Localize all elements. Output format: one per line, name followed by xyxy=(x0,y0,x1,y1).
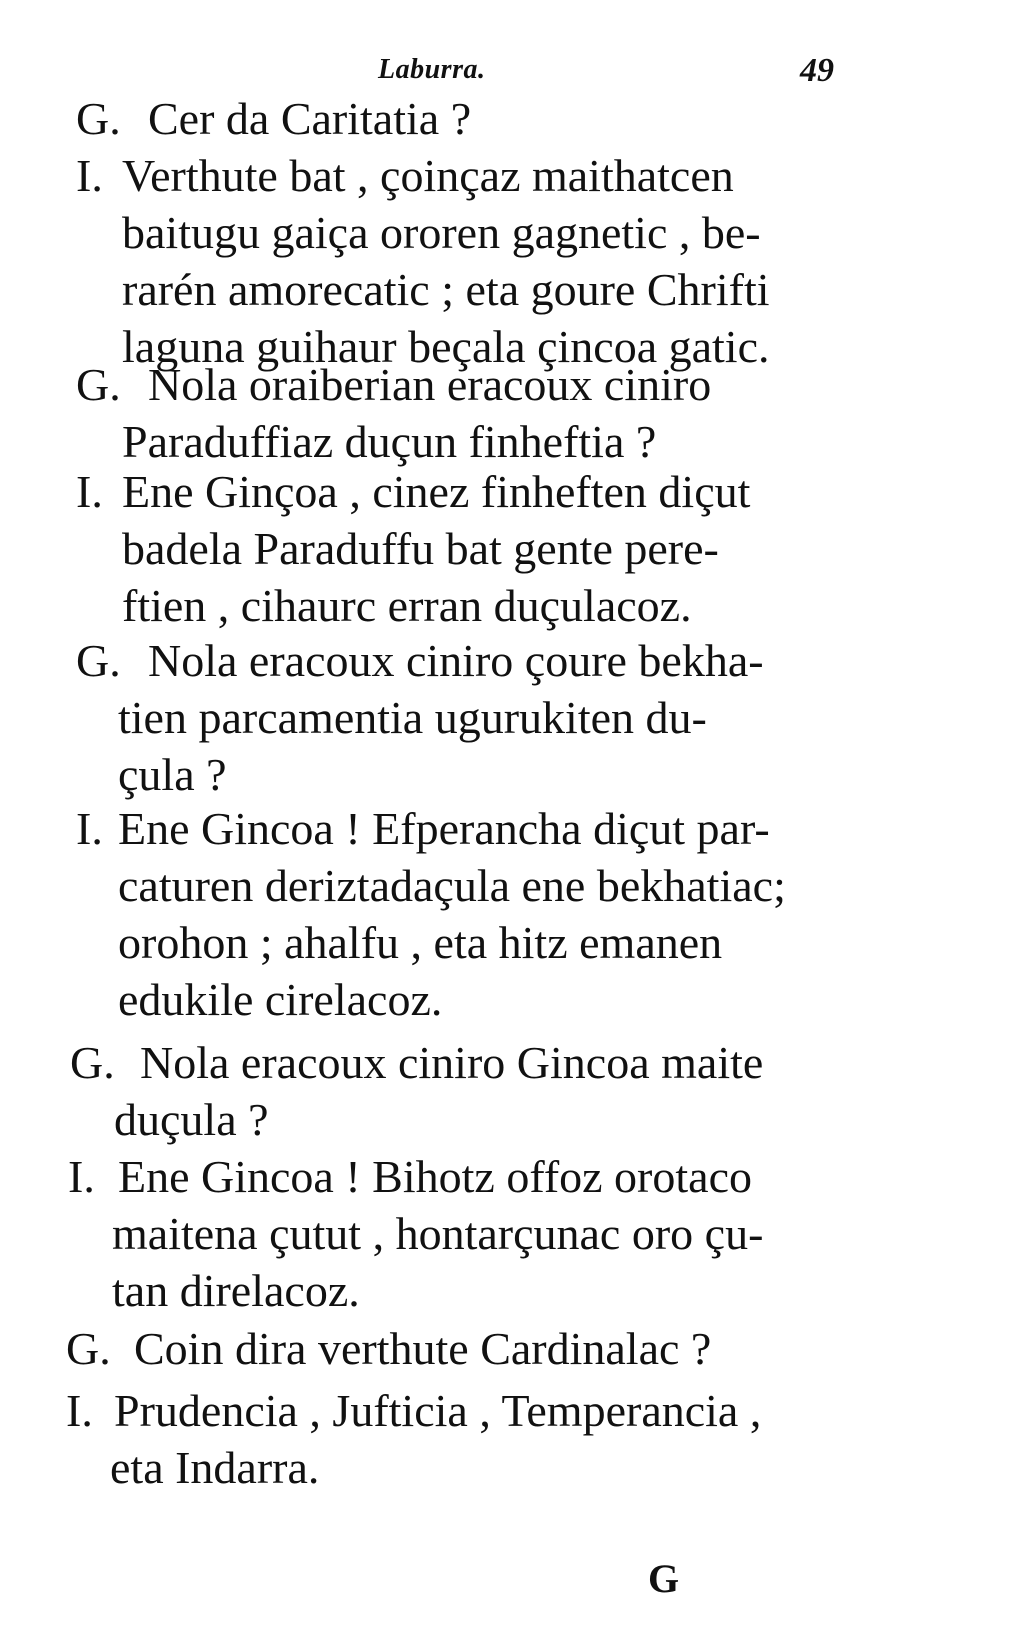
dialogue-line: edukile cirelacoz. xyxy=(118,974,443,1025)
speaker-label: G. xyxy=(76,93,121,144)
dialogue-line: Ene Gincoa ! Bihotz offoz orotaco xyxy=(118,1151,752,1202)
dialogue-line: Nola eracoux ciniro çoure bekha- xyxy=(148,635,764,686)
dialogue-line: duçula ? xyxy=(114,1094,269,1145)
speaker-label: I. xyxy=(66,1385,93,1436)
dialogue-line: ftien , cihaurc erran duçulacoz. xyxy=(122,580,692,631)
speaker-label: I. xyxy=(76,803,103,854)
dialogue-line: Nola eracoux ciniro Gincoa maite xyxy=(140,1037,764,1088)
speaker-label: I. xyxy=(76,466,103,517)
dialogue-line: Paraduffiaz duçun finheftia ? xyxy=(122,416,657,467)
dialogue-line: Ene Ginçoa , cinez finheften diçut xyxy=(122,466,751,517)
dialogue-line: caturen deriztadaçula ene bekhatiac; xyxy=(118,860,786,911)
catchword: G xyxy=(648,1556,680,1601)
speaker-label: G. xyxy=(76,635,121,686)
dialogue-line: rarén amorecatic ; eta goure Chrifti xyxy=(122,264,770,315)
speaker-label: G. xyxy=(66,1323,111,1374)
dialogue-line: Coin dira verthute Cardinalac ? xyxy=(134,1323,712,1374)
dialogue-line: eta Indarra. xyxy=(110,1442,320,1493)
page-number: 49 xyxy=(800,52,834,89)
dialogue-line: Prudencia , Jufticia , Temperancia , xyxy=(114,1385,762,1436)
speaker-label: G. xyxy=(76,359,121,410)
dialogue-line: tien parcamentia ugurukiten du- xyxy=(118,692,707,743)
dialogue-line: baitugu gaiça ororen gagnetic , be- xyxy=(122,207,761,258)
dialogue-line: Ene Gincoa ! Efperancha diçut par- xyxy=(118,803,770,854)
dialogue-line: Nola oraiberian eracoux ciniro xyxy=(148,359,712,410)
speaker-label: I. xyxy=(76,150,103,201)
dialogue-line: laguna guihaur beçala çincoa gatic. xyxy=(122,321,770,372)
dialogue-line: Cer da Caritatia ? xyxy=(148,93,472,144)
speaker-label: G. xyxy=(70,1037,115,1088)
dialogue-line: maitena çutut , hontarçunac oro çu- xyxy=(112,1208,764,1259)
dialogue-line: Verthute bat , çoinçaz maithatcen xyxy=(122,150,734,201)
dialogue-line: badela Paraduffu bat gente pere- xyxy=(122,523,719,574)
speaker-label: I. xyxy=(68,1151,95,1202)
dialogue-line: çula ? xyxy=(118,749,227,800)
running-title: Laburra. xyxy=(378,54,486,85)
dialogue-line: tan direlacoz. xyxy=(112,1265,360,1316)
dialogue-line: orohon ; ahalfu , eta hitz emanen xyxy=(118,917,723,968)
